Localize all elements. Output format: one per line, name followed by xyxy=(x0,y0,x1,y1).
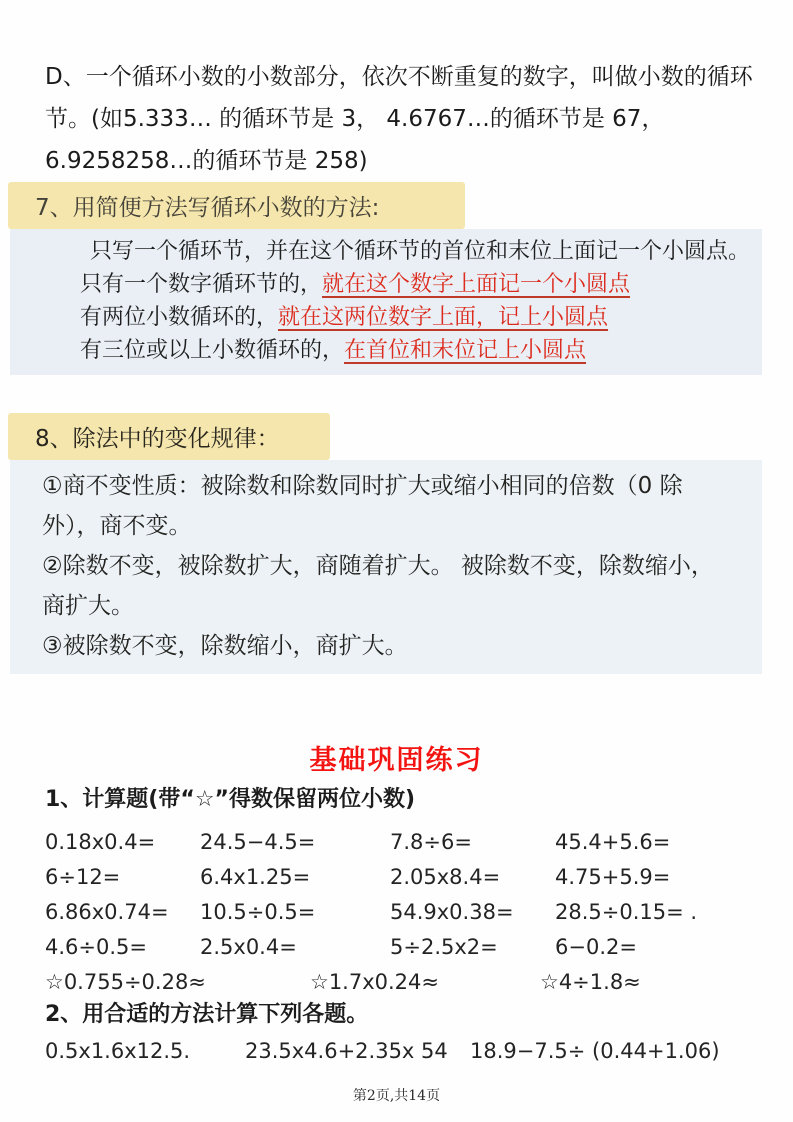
section7-rule-line xyxy=(80,268,762,301)
question2-calculation-row xyxy=(45,1034,793,1069)
calc-item: 18.9−7.5÷ (0.44+1.06) xyxy=(470,1039,720,1063)
calc-item: 7.8÷6= xyxy=(390,830,472,854)
section8-heading: 8、除法中的变化规律： xyxy=(8,413,330,460)
calc-item: 0.18x0.4= xyxy=(45,830,156,854)
rule-red-text: 就在这个数字上面记一个小圆点 xyxy=(322,272,631,297)
calc-item: 4.6÷0.5= xyxy=(45,935,147,959)
calc-item: 6.4x1.25= xyxy=(200,865,311,889)
calc-item: 54.9x0.38= xyxy=(390,900,514,924)
definition-paragraph-d: D、一个循环小数的小数部分，依次不断重复的数字，叫做小数的循环节。(如5.333… 的循环节是 3， 4.6767…的循环节是 67， 6.9258258…的循环节是 258) xyxy=(45,64,753,174)
calc-item: 24.5−4.5= xyxy=(200,830,316,854)
calc-item-star: ☆0.755÷0.28≈ xyxy=(45,970,206,994)
section8-rules-block xyxy=(10,460,762,674)
calc-item-star: ☆1.7x0.24≈ xyxy=(310,970,440,994)
calc-item: 4.75+5.9= xyxy=(555,865,671,889)
section7-rule-line xyxy=(80,301,762,334)
calc-item: 6÷12= xyxy=(45,865,121,889)
calc-item: 5÷2.5x2= xyxy=(390,935,498,959)
calc-item: 28.5÷0.15= . xyxy=(555,900,698,924)
calc-item: 6.86x0.74= xyxy=(45,900,169,924)
calc-item: 6−0.2= xyxy=(555,935,637,959)
calc-item: 23.5x4.6+2.35x 54 xyxy=(245,1039,448,1063)
page-number-footer: 第2页,共14页 xyxy=(352,1088,441,1104)
section7-heading: 7、用简便方法写循环小数的方法: xyxy=(8,182,465,229)
practice-section-title: 基础巩固练习 xyxy=(309,745,484,776)
rule-red-text: 在首位和末位记上小圆点 xyxy=(344,338,587,363)
section7-intro-line: 只写一个循环节，并在这个循环节的首位和末位上面记一个小圆点。 xyxy=(90,239,751,264)
calc-item-star: ☆4÷1.8≈ xyxy=(540,970,641,994)
section8-rule-3: ③被除数不变，除数缩小，商扩大。 xyxy=(42,633,408,659)
section7-method-block xyxy=(10,229,762,375)
question1-heading: 1、计算题(带“☆”得数保留两位小数) xyxy=(45,787,416,812)
calc-item: 45.4+5.6= xyxy=(555,830,671,854)
section7-rule-line xyxy=(80,334,762,367)
question1-calculation-grid xyxy=(45,825,793,965)
rule-prefix: 有三位或以上小数循环的， xyxy=(80,338,345,363)
calc-item: 0.5x1.6x12.5. xyxy=(45,1039,191,1063)
section8-rule-1: ①商不变性质：被除数和除数同时扩大或缩小相同的倍数（0 除外），商不变。 xyxy=(42,473,683,539)
question1-star-row xyxy=(45,965,793,1000)
rule-prefix: 只有一个数字循环节的， xyxy=(80,272,323,297)
calc-item: 10.5÷0.5= xyxy=(200,900,316,924)
calc-item: 2.05x8.4= xyxy=(390,865,501,889)
calc-item: 2.5x0.4= xyxy=(200,935,297,959)
question2-heading: 2、用合适的方法计算下列各题。 xyxy=(45,1002,369,1027)
rule-prefix: 有两位小数循环的， xyxy=(80,305,279,330)
section8-rule-2: ②除数不变，被除数扩大，商随着扩大。 被除数不变，除数缩小，商扩大。 xyxy=(42,553,714,619)
rule-red-text: 就在这两位数字上面，记上小圆点 xyxy=(278,305,609,330)
